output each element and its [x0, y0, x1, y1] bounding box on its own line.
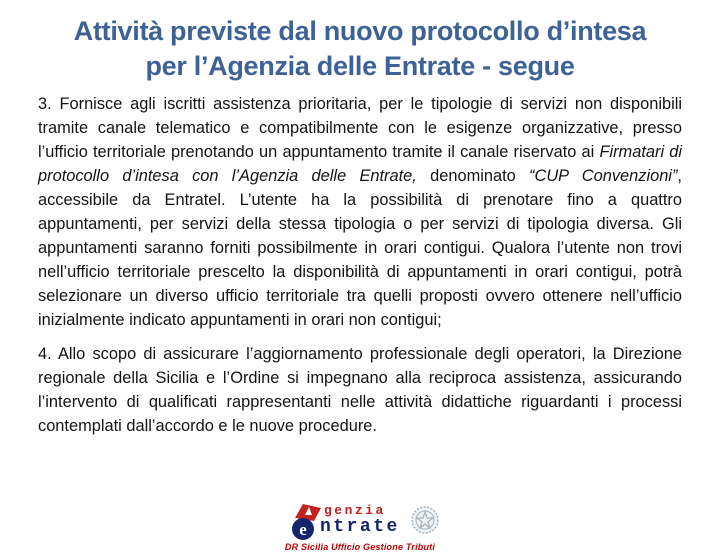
paragraph-4-text: 4. Allo scopo di assicurare l’aggiornamento professionale degli operatori, la Direzione regionale della Sicilia e l’Ordine si impegnano alla reciproca assistenza, assicurando l’intervento di qualificati rappresentanti nelle attività didattiche riguardanti i processi contemplati dall’accordo e le nuove procedure.: [38, 345, 682, 435]
logo-caption: DR Sicilia Ufficio Gestione Tributi: [284, 542, 436, 552]
paragraph-3-run4-italic: “CUP Convenzioni”: [529, 167, 678, 185]
agenzia-entrate-mark-icon: [292, 502, 322, 542]
logo-text-ntrate: ntrate: [320, 517, 400, 537]
presentation-slide: [0, 14, 720, 554]
paragraph-3-run5: , accessibile da Entratel. L’utente ha la possibilità di prenotare fino a quattro appuntamenti, per servizi della stessa tipologia o per servizi di tipologia diversa. Gli appuntamenti saranno forniti possibilmente in orari contigui. Qualora l’utente non trovi nell’ufficio territoriale prescelto la disponibilità di appuntamenti in orari contigui, potrà selezionare un diverso ufficio territoriale tra quelli proposti ovvero ottenere nell’ufficio inizialmente indicato appuntamenti in orari non contigui;: [38, 167, 682, 329]
paragraph-3-run2-italic: Firmatari di protocollo d’intesa con l’Agenzia delle Entrate,: [38, 143, 682, 185]
svg-text:e: e: [299, 520, 307, 539]
slide-title-line1: Attività previste dal nuovo protocollo d’intesa: [73, 16, 647, 46]
paragraph-3-run1: 3. Fornisce agli iscritti assistenza prioritaria, per le tipologie di servizi non disponibili tramite canale telematico e compatibilmente con le esigenze organizzative, presso l’ufficio territoriale prenotando un appuntamento tramite il canale riservato ai: [38, 95, 682, 161]
paragraph-4: [38, 342, 682, 438]
paragraph-3-run3: denominato: [416, 167, 530, 185]
slide-body: [38, 92, 682, 438]
slide-title-line2: per l’Agenzia delle Entrate - segue: [145, 51, 575, 81]
agenzia-entrate-logo: [280, 502, 440, 542]
slide-footer: [0, 502, 720, 552]
paragraph-3: [38, 92, 682, 332]
italian-republic-emblem-icon: [410, 505, 440, 535]
logo-text-genzia: genzia: [324, 503, 386, 518]
slide-title: [0, 14, 720, 84]
